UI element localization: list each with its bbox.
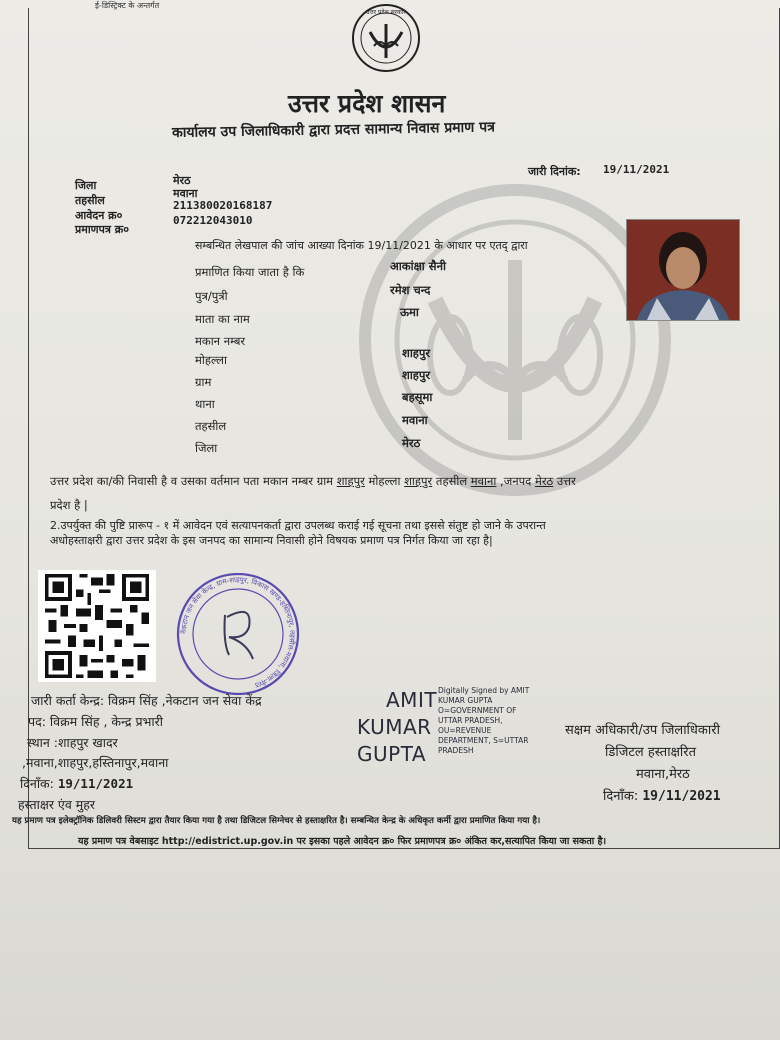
meta-label-application-no: आवेदन क्र०: [75, 209, 123, 222]
issue-date: 19/11/2021: [603, 163, 670, 176]
top-tag: ई-डिस्ट्रिक्ट के अन्तर्गत: [95, 1, 160, 10]
svg-text:नेकटान जन सेवा केन्द्र, ग्राम-: नेकटान जन सेवा केन्द्र, ग्राम-शाहपुर, विकास खण्ड-हस्तिनापुर, तहसील-मवाना, जिला-मेरठ: [179, 575, 297, 690]
meta-label-tehsil: तहसील: [75, 194, 105, 207]
para1-tehsil: मवाना: [470, 474, 497, 488]
authority-date-value: 19/11/2021: [642, 789, 721, 804]
para1-text-b: मोहल्ला: [364, 474, 405, 488]
field-value-certified-name: आकांक्षा सैनी: [390, 259, 446, 273]
field-label-police-station: थाना: [195, 397, 215, 411]
issue-date-label: जारी दिनांक:: [528, 165, 581, 178]
field-label-mother: माता का नाम: [195, 312, 250, 326]
field-value-mohalla: शाहपुर: [402, 346, 431, 360]
meta-label-district: जिला: [75, 179, 97, 192]
meta-value-district: मेरठ: [173, 174, 191, 187]
center-seal-icon: [163, 573, 313, 695]
applicant-photo: [626, 219, 740, 321]
authority-date-label: दिनाँक:: [603, 789, 639, 804]
field-label-tehsil: तहसील: [195, 419, 227, 433]
footer-line-1: यह प्रमाण पत्र इलेक्ट्रॉनिक डिलिवरी सिस्टम द्वारा तैयार किया गया है तथा डिजिटल सिग्नेचर से हस्ताक्षरित है। सम्बन्धित केन्द्र के अधिकृत कर्मी द्वारा प्रमाणित किया गया है।: [12, 816, 541, 826]
field-value-district: मेरठ: [402, 436, 421, 450]
issuer-date-value: 19/11/2021: [57, 776, 134, 791]
field-value-mother: ऊमा: [400, 305, 419, 319]
certificate-subtitle: कार्यालय उप जिलाधिकारी द्वारा प्रदत्त सामान्य निवास प्रमाण पत्र: [171, 119, 496, 141]
para1-text-c: तहसील: [432, 474, 471, 488]
issuer-sign-label: हस्ताक्षर एंव मुहर: [18, 797, 95, 812]
field-label-certified-name: प्रमाणित किया जाता है कि: [195, 265, 305, 279]
field-label-village: ग्राम: [195, 375, 212, 389]
field-label-house-no: मकान नम्बर: [195, 334, 246, 348]
para1-district: मेरठ: [534, 474, 554, 488]
para1-text-e: उत्तर: [553, 474, 576, 488]
authority-date: [603, 786, 721, 804]
page-title: उत्तर प्रदेश शासन: [288, 89, 446, 118]
digital-signer-name-2: KUMAR: [357, 715, 432, 739]
field-value-village: शाहपुर: [402, 368, 431, 382]
authority-title: सक्षम अधिकारी/उप जिलाधिकारी: [565, 723, 720, 738]
issuer-designation: पद: विक्रम सिंह , केन्द्र प्रभारी: [28, 714, 163, 729]
issuer-place: स्थान :शाहपुर खादर: [27, 735, 118, 750]
up-emblem-icon: [340, 2, 432, 72]
field-label-district: जिला: [195, 441, 218, 455]
intro-line: सम्बन्धित लेखपाल की जांच आख्या दिनांक 19/11/2021 के आधार पर एतद् द्वारा: [195, 239, 528, 252]
issuer-date-label: दिनाँक:: [20, 776, 54, 791]
para1-mohalla: शाहपुर: [404, 474, 433, 488]
verification-paragraph-line1: 2.उपर्युक्त की पुष्टि प्रारूप - १ में आवेदन एवं सत्यापनकर्ता द्वारा उपलब्ध कराई गई सूचना तथा इससे संतुष्ट हो जाने के उपरान्त: [50, 519, 546, 532]
digital-signer-name-3: GUPTA: [357, 742, 427, 766]
qr-code: [38, 570, 156, 682]
field-label-mohalla: मोहल्ला: [195, 353, 227, 367]
issuer-address: ,मवाना,शाहपुर,हस्तिनापुर,मवाना: [22, 755, 169, 770]
issuer-center: जारी कर्ता केन्द्र: विक्रम सिंह ,नेकटान जन सेवा केंद्र: [31, 693, 262, 708]
meta-label-certificate-no: प्रमाणपत्र क्र०: [75, 223, 129, 236]
field-label-father: पुत्र/पुत्री: [195, 289, 228, 303]
authority-digital: डिजिटल हस्ताक्षरित: [605, 745, 696, 760]
field-value-police-station: बहसूमा: [402, 390, 433, 404]
sign-detail-3: O=GOVERNMENT OF: [438, 706, 517, 715]
sign-detail-1: Digitally Signed by AMIT: [438, 686, 530, 695]
residence-paragraph-line2: प्रदेश है |: [50, 498, 88, 512]
para1-village: शाहपुर: [336, 474, 365, 488]
sign-detail-6: DEPARTMENT, S=UTTAR: [438, 736, 529, 745]
meta-value-certificate-no: 072212043010: [173, 214, 253, 227]
field-value-father: रमेश चन्द: [390, 283, 431, 297]
meta-value-application-no: 211380020168187: [173, 199, 273, 212]
digital-signature-details: [438, 686, 529, 756]
field-value-tehsil: मवाना: [402, 413, 428, 427]
para1-text-d: ,जनपद: [496, 474, 535, 488]
sign-detail-7: PRADESH: [438, 746, 474, 755]
residence-paragraph: [50, 474, 576, 489]
verification-paragraph-line2: अधोहस्ताक्षरी द्वारा उत्तर प्रदेश के इस जनपद का सामान्य निवासी होने विषयक प्रमाण पत्र निर्गत किया जा रहा है|: [50, 534, 493, 547]
issuer-date: [20, 775, 133, 792]
meta-value-tehsil: मवाना: [173, 187, 198, 200]
sign-detail-5: OU=REVENUE: [438, 726, 492, 735]
digital-signer-name-1: AMIT: [386, 688, 438, 712]
sign-detail-2: KUMAR GUPTA: [438, 696, 493, 705]
svg-text:उत्तर प्रदेश सरकार: उत्तर प्रदेश सरकार: [366, 9, 406, 16]
sign-detail-4: UTTAR PRADESH,: [438, 716, 503, 725]
para1-text-a: उत्तर प्रदेश का/की निवासी है व उसका वर्तमान पता मकान नम्बर ग्राम: [50, 474, 337, 488]
footer-line-2: यह प्रमाण पत्र वेबसाइट http://edistrict.up.gov.in पर इसका पहले आवेदन क्र० फिर प्रमाणपत्र क्र० अंकित कर,सत्यापित किया जा सकता है।: [78, 836, 607, 847]
authority-place: मवाना,मेरठ: [636, 767, 690, 782]
